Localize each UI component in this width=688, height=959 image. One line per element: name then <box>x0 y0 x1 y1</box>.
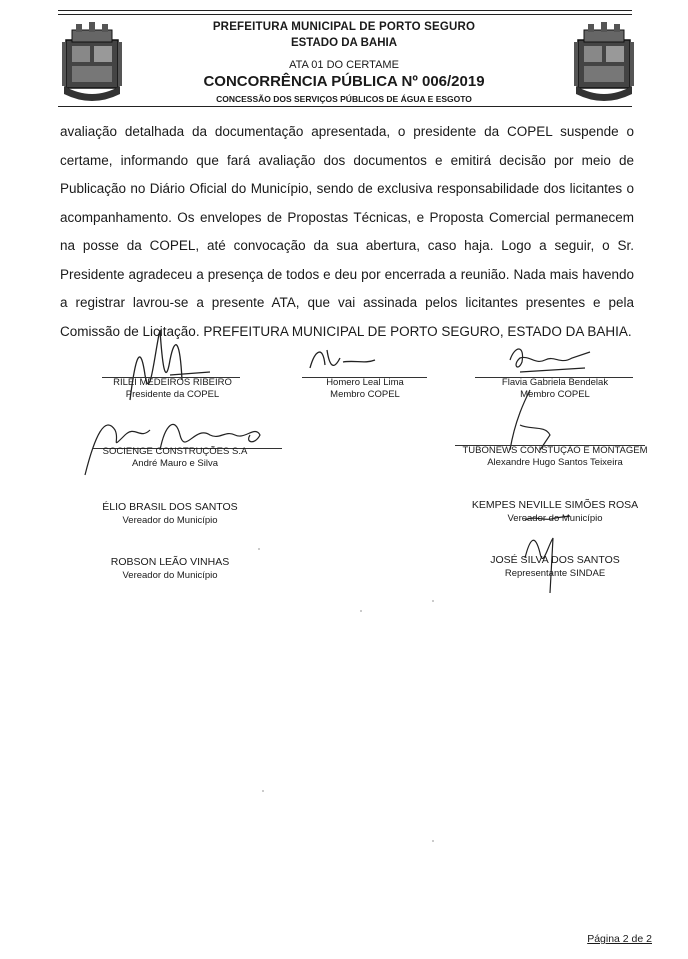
signature-block-homero <box>290 377 440 401</box>
scan-speck <box>258 548 260 550</box>
signatory-role: Presidente da COPEL <box>125 389 220 400</box>
scan-speck <box>432 600 434 602</box>
signatory-name: Homero Leal Lima <box>326 377 404 388</box>
signature-block-president <box>95 377 250 401</box>
signatory-role: Membro COPEL <box>520 389 590 400</box>
header-municipality: PREFEITURA MUNICIPAL DE PORTO SEGURO <box>212 21 476 33</box>
header-top-rule <box>58 10 632 11</box>
signature-scrawl-homero <box>305 340 385 375</box>
signatory-role: Membro COPEL <box>330 389 400 400</box>
signature-scrawl-socienge <box>75 395 275 485</box>
signatory-role: André Mauro e Silva <box>131 458 219 469</box>
signatory-name: TUBONEWS CONSTUÇÃO E MONTAGEM <box>462 445 648 456</box>
header-document-title: ATA 01 DO CERTAME <box>289 59 399 71</box>
header-state: ESTADO DA BAHIA <box>290 37 398 49</box>
minutes-paragraph: avaliação detalhada da documentação apresentada, o presidente da COPEL suspende o certame, informando que fará avaliação dos documentos e emitirá decisão por meio de Publicação no Diário Oficial do Município, sendo de exclusiva responsabilidade dos licitantes o acompanhamento. Os envelopes de Propostas Técnicas, e Proposta Comercial permanecem na posse da COPEL, até convocação da sua abertura, caso haja. Logo a seguir, o Sr. Presidente agradeceu a presença de todos e deu por encerrada a reunião. Nada mais havendo a registrar lavrou-se a presente ATA, que vai assinada pelos licitantes presentes e pela Comissão de Licitação. PREFEITURA MUNICIPAL DE PORTO SEGURO, ESTADO DA BAHIA. <box>60 124 634 339</box>
signature-block-socienge <box>80 446 270 470</box>
signatory-role: Vereador do Município <box>122 515 218 526</box>
signatory-name: RILEI MEDEIROS RIBEIRO <box>113 377 232 388</box>
signatory-name: Flavia Gabriela Bendelak <box>501 377 609 388</box>
signature-block-jose <box>455 553 655 581</box>
signatory-role: Vereador do Município <box>507 513 603 524</box>
header-bottom-rule <box>58 106 632 107</box>
signatory-name: JOSÉ SILVA DOS SANTOS <box>490 554 620 566</box>
signatory-name: ÉLIO BRASIL DOS SANTOS <box>102 501 238 513</box>
signatory-name: ROBSON LEÃO VINHAS <box>110 556 230 568</box>
signatory-role: Alexandre Hugo Santos Teixeira <box>487 457 623 468</box>
header-process-number: CONCORRÊNCIA PÚBLICA Nº 006/2019 <box>203 73 485 90</box>
signature-scrawl-flavia <box>500 340 600 375</box>
signatory-role: Vereador do Município <box>122 570 218 581</box>
scan-speck <box>262 790 264 792</box>
signatory-name: KEMPES NEVILLE SIMÕES ROSA <box>471 499 639 511</box>
signatory-name: SOCIENGE CONSTRUÇÕES S.A <box>102 446 248 457</box>
scan-speck <box>360 610 362 612</box>
header-top-rule-2 <box>58 14 632 15</box>
page-number: Página 2 de 2 <box>587 933 652 945</box>
signatory-role: Representante SINDAE <box>504 568 606 579</box>
signature-block-flavia <box>470 377 640 401</box>
signature-block-tubonews <box>450 445 660 469</box>
header-subject: CONCESSÃO DOS SERVIÇOS PÚBLICOS DE ÁGUA E ESGOTO <box>216 94 472 104</box>
signature-block-robson <box>70 555 270 583</box>
signature-block-elio <box>70 500 270 528</box>
scan-speck <box>432 840 434 842</box>
signature-block-kempes <box>455 498 655 526</box>
